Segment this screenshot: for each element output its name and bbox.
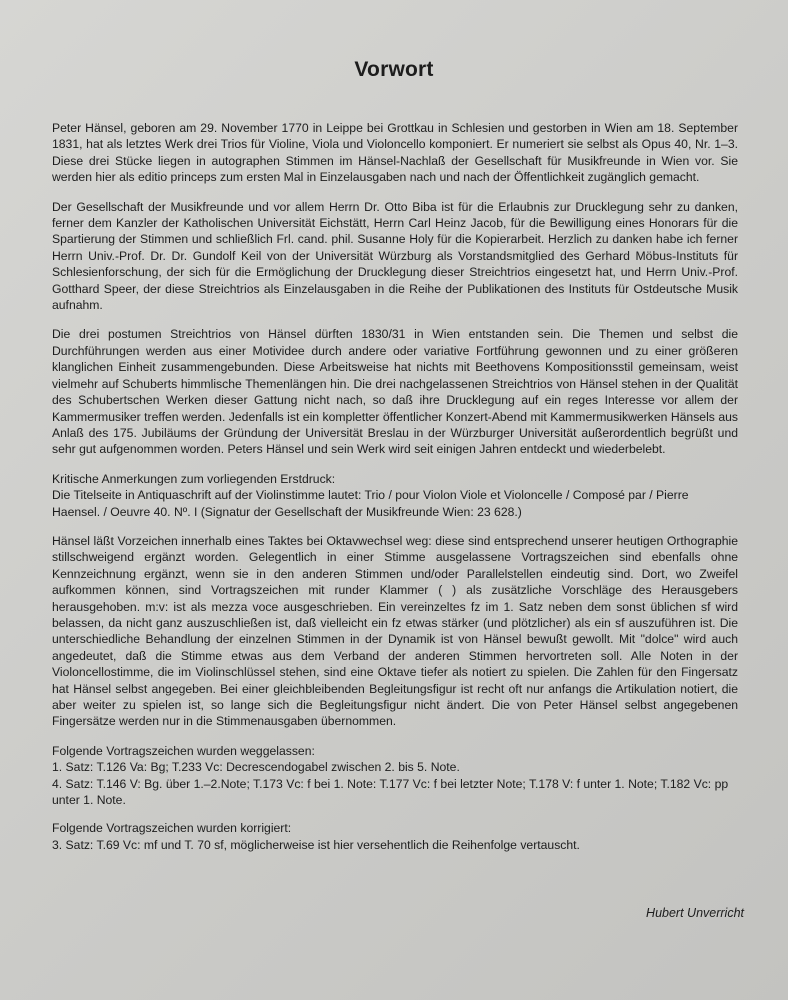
page-title: Vorwort [354, 58, 434, 81]
preface-body [52, 120, 738, 865]
paragraph-critical-notes [52, 471, 738, 520]
corrected-marks-section [52, 820, 738, 853]
paragraph-acknowledgements: Der Gesellschaft der Musikfreunde und vor allem Herrn Dr. Otto Biba ist für die Erlaubnis zur Drucklegung sehr zu danken, ferner dem Kanzler der Katholischen Universität Eichstätt, Herrn Carl Heinz Jacob, für die Bewilligung eines Honorars für die Spartierung der Stimmen und schließlich Frl. cand. phil. Susanne Holy für die Kopierarbeit. Herzlich zu danken habe ich ferner Herrn Univ.-Prof. Dr. Dr. Gundolf Keil von der Universität Würzburg als Vorstandsmitglied des Gerhard Möbus-Instituts für Schlesienforschung, der sich für die Ermöglichung der Drucklegung dieser Streichtrios eingesetzt hat, und Herrn Univ.-Prof. Gotthard Speer, der diese Streichtrios als Einzelausgaben in die Reihe der Publikationen des Instituts für Ostdeutsche Musik aufnahm. [52, 199, 738, 313]
corrected-marks-heading: Folgende Vortragszeichen wurden korrigiert: [52, 821, 292, 836]
paragraph-work-description: Die drei postumen Streichtrios von Hänsel dürften 1830/31 in Wien entstanden sein. Die Themen und selbst die Durchführungen werden aus einer Motividee durch andere oder variative Fortführung gewonnen und zu einer größeren klanglichen Einheit zusammengebunden. Diese Arbeitsweise hat nichts mit Beethovens Kompositionsstil gemeinsam, weist vielmehr auf Schuberts himmlische Themenlängen hin. Die drei nachgelassenen Streichtrios von Hänsel stehen in der Qualität des Schubertschen Werken dieser Gattung nicht nach, so daß ihre Drucklegung auf ein reges Interesse vor allem der Kammermusiker treffen werden. Jedenfalls ist ein kompletter öffentlicher Konzert-Abend mit Kammermusikwerken Hänsels aus Anlaß des 175. Jubiläums der Gründung der Universität Breslau in der Würzburger Universität außerordentlich begrüßt und sehr gut aufgenommen worden. Peters Hänsel und sein Werk wird seit einigen Jahren entdeckt und wiederbelebt. [52, 327, 738, 457]
author-signature: Hubert Unverricht [646, 906, 744, 920]
paragraph-biography: Peter Hänsel, geboren am 29. November 1770 in Leippe bei Grottkau in Schlesien und gestorben in Wien am 18. September 1831, hat als letztes Werk drei Trios für Violine, Viola und Violoncello komponiert. Er numeriert sie selbst als Opus 40, Nr. 1–3. Diese drei Stücke liegen in autographen Stimmen im Hänsel-Nachlaß der Gesellschaft für Musikfreunde in Wien vor. Sie werden hier als editio princeps zum ersten Mal in Einzelausgaben nach und nach der Öffentlichkeit zugänglich gemacht. [52, 121, 738, 185]
omitted-marks-section [52, 743, 738, 809]
title-page-inscription: Die Titelseite in Antiquaschrift auf der Violinstimme lautet: Trio / pour Violon Viole et Violoncelle / Composé par / Pierre Haensel. / Oeuvre 40. Nº. I (Signatur der Gesellschaft der Musikfreunde Wien: 23 628.) [52, 488, 689, 519]
omitted-mark-item: 1. Satz: T.126 Va: Bg; T.233 Vc: Decrescendogabel zwischen 2. bis 5. Note. [52, 760, 460, 775]
omitted-marks-heading: Folgende Vortragszeichen wurden weggelassen: [52, 743, 315, 758]
corrected-mark-item: 3. Satz: T.69 Vc: mf und T. 70 sf, möglicherweise ist hier versehentlich die Reihenfolge vertauscht. [52, 837, 580, 852]
critical-notes-heading: Kritische Anmerkungen zum vorliegenden Erstdruck: [52, 471, 336, 486]
paragraph-editorial-method: Hänsel läßt Vorzeichen innerhalb eines Taktes bei Oktavwechsel weg: diese sind entsprechend unserer heutigen Orthographie stillschweigend ergänzt worden. Gelegentlich in einer Stimme ausgelassene Vortragszeichen sind ebenfalls ohne Kennzeichnung ergänzt, wenn sie in den anderen Stimmen und/oder Parallelstellen eindeutig sind. Dort, wo Zweifel aufkommen können, sind Vortragszeichen mit runder Klammer ( ) als zusätzliche Vorschläge des Herausgebers herausgehoben. m:v: ist als mezza voce ausgeschrieben. Ein vereinzeltes fz im 1. Satz neben dem sonst üblichen sf wird belassen, da nicht ganz auszuschließen ist, daß vielleicht ein fz etwas stärker (und plötzlicher) als ein sf auszuführen ist. Die unterschiedliche Behandlung der einzelnen Stimmen in der Dynamik ist von Hänsel bewußt gewollt. Mit "dolce" wird auch angedeutet, daß die Stimme etwas aus dem Verband der anderen Stimmen hervortreten soll. Alle Noten in der Violoncellostimme, die im Violinschlüssel stehen, sind eine Oktave tiefer als notiert zu spielen. Die Zahlen für den Fingersatz hat Hänsel selbst angegeben. Bei einer gleichbleibenden Begleitungsfigur ist recht oft nur anfangs die Artikulation notiert, die aber weiter zu spielen ist, so lange sich die Begleitungsfigur nicht ändert. Die von Peter Hänsel selbst angegebenen Fingersätze werden nur in die Stimmenausgaben übernommen. [52, 533, 738, 729]
omitted-mark-item: 4. Satz: T.146 V: Bg. über 1.–2.Note; T.173 Vc: f bei 1. Note: T.177 Vc: f bei letzter Note; T.178 V: f unter 1. Note; T.182 Vc: pp unter 1. Note. [52, 776, 729, 808]
